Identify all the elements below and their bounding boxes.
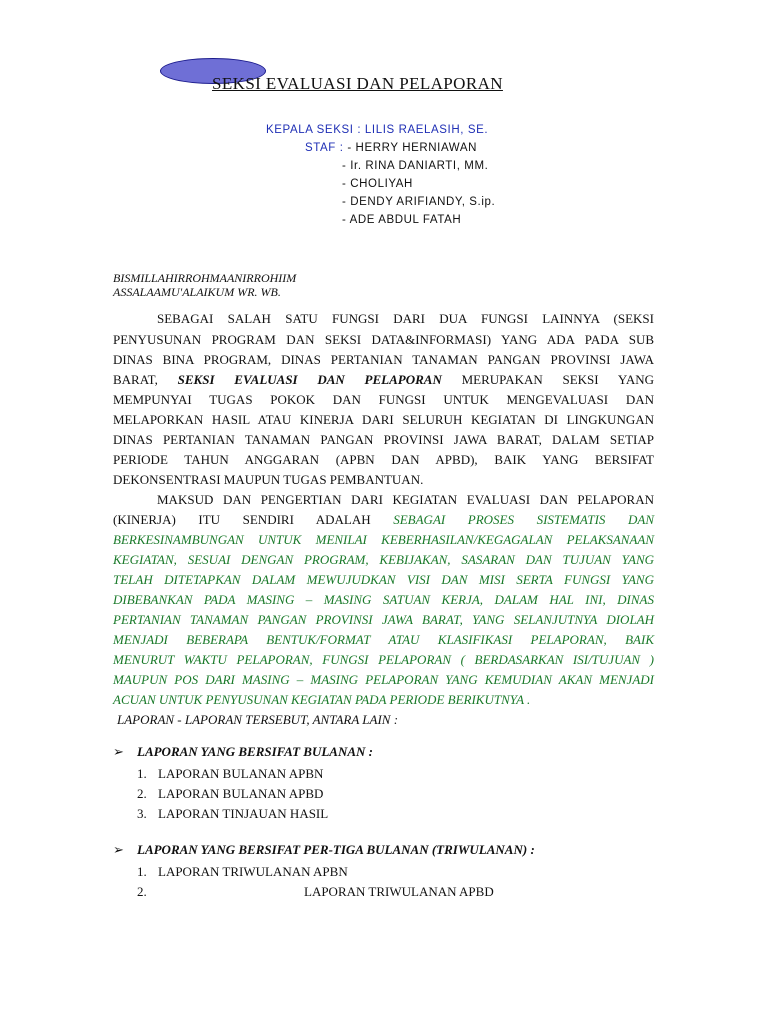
para1-line: MELAPORKAN HASIL ATAU KINERJA DARI SELURUH KEGIATAN DI LINGKUNGAN [113,412,654,427]
head-label [266,124,488,136]
list-number: 1. [137,864,147,879]
reports-intro: LAPORAN - LAPORAN TERSEBUT, ANTARA LAIN : [117,712,399,727]
section-heading-text: LAPORAN YANG BERSIFAT BULANAN : [137,744,373,759]
para1-line: DEKONSENTRASI MAUPUN TUGAS PEMBANTUAN. [113,472,424,487]
para1-line: DINAS BINA PROGRAM, DINAS PERTANIAN TANAMAN PANGAN PROVINSI JAWA [113,352,654,367]
arrow-bullet-icon: ➢ [113,744,124,759]
list-item [137,786,323,802]
list-number: 2. [137,884,147,899]
para2-text: (KINERJA) ITU SENDIRI ADALAH [113,512,371,527]
para2-line: MAKSUD DAN PENGERTIAN DARI KEGIATAN EVALUASI DAN PELAPORAN [157,492,654,507]
staff-member: - DENDY ARIFIANDY, S.ip. [342,196,496,208]
staff-member: - CHOLIYAH [342,178,413,190]
list-item [137,806,328,822]
para2-definition-line: TELAH DITETAPKAN DALAM MEWUJUDKAN VISI DAN MISI SERTA FUNGSI YANG [113,572,654,587]
page-title: SEKSI EVALUASI DAN PELAPORAN [212,74,503,93]
para1-line: SEBAGAI SALAH SATU FUNGSI DARI DUA FUNGSI LAINNYA (SEKSI [157,311,654,326]
para1-line: PERIODE TAHUN ANGGARAN (APBN DAN APBD), BAIK YANG BERSIFAT [113,452,654,467]
staff-row-1 [305,142,477,154]
list-item [137,864,348,880]
para2-definition-line: MENURUT WAKTU PELAPORAN, FUNGSI PELAPORAN ( BERDASARKAN ISI/TUJUAN ) [113,652,654,667]
para2-definition-line: ACUAN UNTUK PENYUSUNAN KEGIATAN PADA PERIODE BERIKUTNYA . [113,692,531,707]
list-text: LAPORAN BULANAN APBN [158,766,324,781]
list-item [137,766,323,782]
list-number: 3. [137,806,147,821]
head-name: LILIS RAELASIH, SE. [364,124,489,136]
para2-definition-line: MAUPUN POS DARI MASING – MASING PELAPORAN YANG KEMUDIAN AKAN MENJADI [113,672,654,687]
greeting-line: ASSALAAMU'ALAIKUM WR. WB. [113,285,281,299]
greeting-line: BISMILLAHIRROHMAANIRROHIIM [113,271,297,285]
para1-line: PENYUSUNAN PROGRAM DAN SEKSI DATA&INFORMASI) YANG ADA PADA SUB [113,332,654,347]
list-text: LAPORAN TRIWULANAN APBN [158,864,348,879]
list-number: 2. [137,786,147,801]
section-heading-text: LAPORAN YANG BERSIFAT PER-TIGA BULANAN (TRIWULANAN) : [137,842,535,857]
section-quarterly-heading [113,842,535,858]
para1-text: BARAT, [113,372,158,387]
section-monthly-heading [113,744,373,760]
staff-member: - Ir. RINA DANIARTI, MM. [342,160,489,172]
para2-definition-line: DIBEBANKAN PADA MASING – MASING SATUAN KERJA, DALAM HAL INI, DINAS [113,592,654,607]
list-text: LAPORAN TRIWULANAN APBD [304,884,494,899]
para1-text: MERUPAKAN SEKSI YANG [461,372,654,387]
para1-emphasis: SEKSI EVALUASI DAN PELAPORAN [177,372,442,387]
staff-label: STAF : [305,142,344,154]
para2-definition: SEBAGAI PROSES SISTEMATIS DAN [393,512,655,527]
para2-definition-line: KEGIATAN, SESUAI DENGAN PROGRAM, KEBIJAKAN, SASARAN DAN TUJUAN YANG [113,552,654,567]
para1-line: DINAS PERTANIAN TANAMAN PANGAN PROVINSI JAWA BARAT, DALAM SETIAP [113,432,654,447]
para2-definition-line: BERKESINAMBUNGAN UNTUK MENILAI KEBERHASILAN/KEGAGALAN PELAKSANAAN [113,532,654,547]
para1-line: MEMPUNYAI TUGAS POKOK DAN FUNGSI UNTUK MENGEVALUASI DAN [113,392,654,407]
head-label-text: KEPALA SEKSI : [266,124,362,136]
list-text: LAPORAN TINJAUAN HASIL [158,806,329,821]
para1-line [113,372,654,388]
list-number: 1. [137,766,147,781]
para2-definition-line: PERTANIAN TANAMAN PANGAN PROVINSI JAWA BARAT, YANG SELANJUTNYA DIOLAH [113,612,654,627]
staff-member: - HERRY HERNIAWAN [347,142,478,154]
list-text: LAPORAN BULANAN APBD [158,786,324,801]
para2-definition-line: MENJADI BEBERAPA BENTUK/FORMAT ATAU KLASIFIKASI PELAPORAN, BAIK [113,632,654,647]
para2-line [113,512,654,528]
arrow-bullet-icon: ➢ [113,842,124,857]
staff-member: - ADE ABDUL FATAH [342,214,462,226]
list-item [137,884,494,900]
